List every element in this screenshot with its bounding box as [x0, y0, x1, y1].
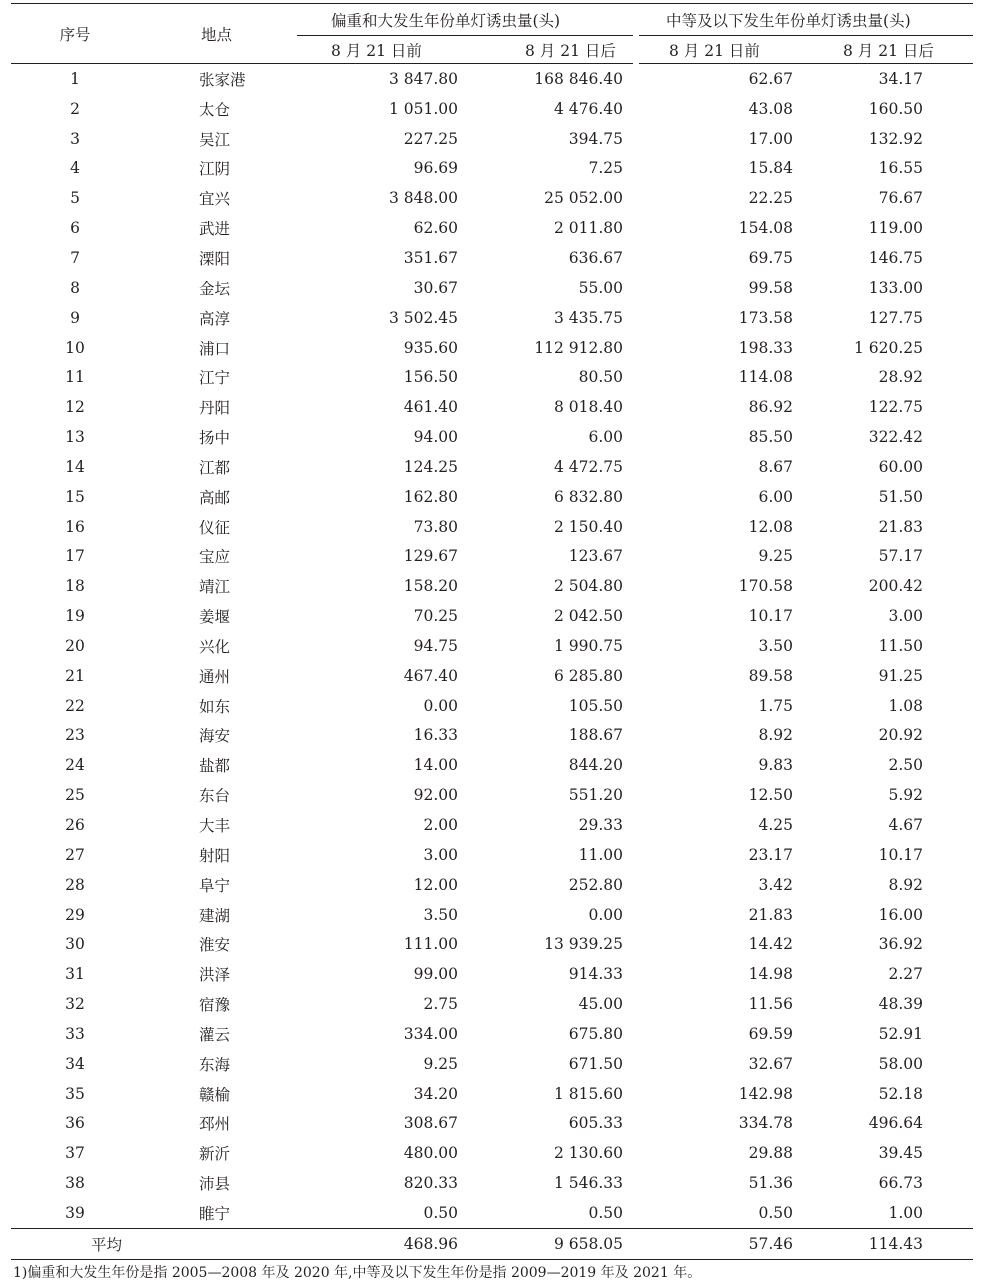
table-row [11, 1049, 973, 1079]
cell-index: 24 [65, 756, 85, 775]
cell-severe-before: 9.25 [423, 1054, 458, 1073]
cell-moderate-after: 146.75 [868, 248, 924, 267]
cell-moderate-before: 198.33 [738, 338, 794, 357]
cell-moderate-before: 3.42 [758, 875, 794, 894]
cell-severe-after: 551.20 [568, 786, 624, 805]
cell-severe-after: 3 435.75 [553, 308, 624, 327]
cell-severe-after: 2 504.80 [553, 577, 624, 596]
header-group-severe-label: 偏重和大发生年份单灯诱虫量(头) [331, 11, 561, 30]
cell-index: 7 [70, 248, 80, 267]
cell-moderate-after: 4.67 [888, 816, 924, 835]
cell-moderate-before: 9.83 [758, 756, 794, 775]
cell-severe-before: 467.40 [403, 666, 458, 685]
cell-severe-before: 3.00 [423, 845, 458, 864]
cell-severe-before: 14.00 [413, 756, 458, 775]
cell-severe-before: 480.00 [403, 1144, 458, 1163]
cell-severe-before: 3 848.00 [388, 189, 458, 208]
average-row [11, 1228, 973, 1259]
cell-moderate-after: 119.00 [868, 219, 924, 238]
table-row [11, 1168, 973, 1198]
cell-index: 33 [65, 1024, 85, 1043]
cell-moderate-before: 69.75 [748, 248, 794, 267]
cell-moderate-after: 5.92 [888, 786, 924, 805]
table-row [11, 929, 973, 959]
cell-moderate-after: 1 620.25 [854, 338, 924, 357]
cell-severe-after: 675.80 [568, 1024, 624, 1043]
table-row [11, 392, 973, 422]
cell-severe-before: 111.00 [403, 935, 458, 954]
cell-severe-before: 94.75 [413, 636, 458, 655]
cell-moderate-before: 173.58 [738, 308, 794, 327]
cell-moderate-after: 8.92 [888, 875, 924, 894]
table-row [11, 422, 973, 452]
cell-moderate-before: 11.56 [748, 995, 794, 1014]
cell-moderate-after: 322.42 [868, 428, 924, 447]
cell-location: 吴江 [199, 130, 231, 149]
cell-index: 4 [70, 159, 80, 178]
cell-moderate-before: 334.78 [738, 1114, 794, 1133]
header-index: 序号 [11, 4, 139, 64]
cell-severe-after: 112 912.80 [534, 338, 624, 357]
cell-index: 20 [65, 636, 85, 655]
cell-severe-before: 92.00 [413, 786, 458, 805]
cell-severe-before: 73.80 [413, 517, 458, 536]
cell-location: 江宁 [199, 369, 231, 388]
cell-severe-before: 0.50 [423, 1203, 458, 1222]
cell-index: 21 [65, 666, 85, 685]
cell-location: 如东 [199, 697, 231, 716]
table-row [11, 780, 973, 810]
cell-index: 9 [70, 308, 80, 327]
cell-moderate-before: 89.58 [748, 666, 794, 685]
table-row [11, 1109, 973, 1139]
cell-index: 25 [65, 786, 85, 805]
cell-location: 姜堰 [199, 608, 231, 627]
table-row [11, 1198, 973, 1228]
cell-severe-before: 16.33 [413, 726, 458, 745]
cell-location: 江都 [199, 458, 231, 477]
cell-moderate-after: 3.00 [888, 607, 924, 626]
cell-moderate-after: 58.00 [878, 1054, 924, 1073]
cell-location: 靖江 [199, 578, 231, 597]
cell-severe-before: 3.50 [423, 905, 458, 924]
cell-index: 28 [65, 875, 85, 894]
cell-severe-after: 4 476.40 [553, 99, 624, 118]
cell-moderate-after: 91.25 [878, 666, 924, 685]
cell-severe-after: 914.33 [568, 965, 624, 984]
cell-severe-after: 29.33 [578, 816, 624, 835]
cell-severe-before: 124.25 [403, 457, 458, 476]
cell-moderate-before: 22.25 [748, 189, 794, 208]
cell-location: 高邮 [199, 488, 231, 507]
cell-severe-after: 2 130.60 [553, 1144, 624, 1163]
cell-moderate-after: 21.83 [878, 517, 924, 536]
cell-moderate-after: 2.50 [888, 756, 924, 775]
cell-index: 34 [65, 1054, 85, 1073]
cell-severe-after: 6 832.80 [553, 487, 624, 506]
cell-moderate-after: 48.39 [878, 995, 924, 1014]
cell-severe-after: 45.00 [578, 995, 624, 1014]
cell-index: 30 [65, 935, 85, 954]
cell-severe-after: 8 018.40 [553, 398, 624, 417]
cell-moderate-before: 29.88 [748, 1144, 794, 1163]
cell-location: 盐都 [199, 757, 231, 776]
cell-index: 12 [65, 398, 85, 417]
table-row [11, 571, 973, 601]
table-row [11, 482, 973, 512]
average-severe-after: 9 658.05 [466, 1228, 636, 1259]
cell-location: 宜兴 [199, 190, 231, 209]
cell-moderate-after: 20.92 [878, 726, 924, 745]
table-row [11, 631, 973, 661]
cell-moderate-before: 8.67 [758, 457, 794, 476]
table-row [11, 243, 973, 273]
table-row [11, 959, 973, 989]
cell-moderate-after: 127.75 [868, 308, 924, 327]
cell-index: 13 [65, 428, 85, 447]
table-row [11, 213, 973, 243]
cell-moderate-before: 170.58 [738, 577, 794, 596]
cell-location: 高淳 [199, 309, 231, 328]
cell-severe-after: 671.50 [568, 1054, 624, 1073]
cell-location: 赣榆 [199, 1085, 231, 1104]
cell-moderate-after: 66.73 [878, 1174, 924, 1193]
cell-severe-before: 96.69 [413, 159, 458, 178]
table-row [11, 721, 973, 751]
cell-severe-before: 2.00 [423, 816, 458, 835]
cell-severe-after: 11.00 [578, 845, 624, 864]
cell-moderate-before: 3.50 [758, 636, 794, 655]
cell-index: 5 [70, 189, 80, 208]
cell-moderate-after: 200.42 [868, 577, 924, 596]
cell-severe-after: 168 846.40 [534, 69, 624, 88]
cell-moderate-before: 6.00 [758, 487, 794, 506]
header-severe-after: 8 月 21 日后 [466, 36, 636, 64]
table-row [11, 64, 973, 94]
cell-location: 灌云 [199, 1025, 231, 1044]
cell-moderate-before: 69.59 [748, 1024, 794, 1043]
table-row [11, 333, 973, 363]
cell-index: 29 [65, 905, 85, 924]
cell-moderate-after: 57.17 [878, 547, 924, 566]
cell-severe-before: 99.00 [413, 965, 458, 984]
cell-index: 35 [65, 1084, 85, 1103]
header-group-moderate [636, 4, 973, 36]
cell-moderate-after: 122.75 [868, 398, 924, 417]
cell-severe-before: 94.00 [413, 428, 458, 447]
cell-severe-after: 7.25 [588, 159, 624, 178]
cell-moderate-before: 0.50 [758, 1203, 794, 1222]
cell-location: 张家港 [199, 70, 246, 89]
cell-moderate-before: 17.00 [748, 129, 794, 148]
cell-index: 1 [70, 69, 80, 88]
cell-moderate-after: 496.64 [868, 1114, 924, 1133]
table-row [11, 691, 973, 721]
header-severe-before: 8 月 21 日前 [297, 36, 466, 64]
average-severe-before: 468.96 [297, 1228, 466, 1259]
cell-index: 23 [65, 726, 85, 745]
cell-severe-before: 12.00 [413, 875, 458, 894]
cell-index: 18 [65, 577, 85, 596]
cell-moderate-before: 9.25 [758, 547, 794, 566]
cell-index: 38 [65, 1174, 85, 1193]
cell-severe-before: 820.33 [403, 1174, 458, 1193]
cell-location: 浦口 [199, 339, 231, 358]
cell-severe-before: 935.60 [403, 338, 458, 357]
cell-moderate-after: 36.92 [878, 935, 924, 954]
table-row [11, 273, 973, 303]
cell-severe-after: 636.67 [568, 248, 624, 267]
cell-index: 16 [65, 517, 85, 536]
cell-severe-before: 3 847.80 [388, 69, 458, 88]
header-moderate-after: 8 月 21 日后 [803, 36, 973, 64]
cell-severe-after: 6.00 [588, 428, 624, 447]
cell-moderate-after: 1.00 [888, 1203, 924, 1222]
cell-location: 武进 [199, 220, 231, 239]
cell-location: 新沂 [199, 1145, 231, 1164]
cell-moderate-before: 142.98 [738, 1084, 794, 1103]
cell-index: 39 [65, 1203, 85, 1222]
table-row [11, 94, 973, 124]
header-moderate-before: 8 月 21 日前 [636, 36, 803, 64]
cell-severe-after: 0.50 [588, 1203, 624, 1222]
table-row [11, 124, 973, 154]
cell-severe-before: 62.60 [413, 219, 458, 238]
cell-location: 建湖 [199, 906, 231, 925]
cell-location: 射阳 [199, 846, 231, 865]
cell-location: 大丰 [199, 817, 231, 836]
cell-severe-before: 227.25 [403, 129, 458, 148]
cell-moderate-after: 28.92 [878, 368, 924, 387]
cell-moderate-after: 76.67 [878, 189, 924, 208]
cell-location: 东台 [199, 787, 231, 806]
average-moderate-after: 114.43 [803, 1228, 973, 1259]
cell-location: 通州 [199, 667, 231, 686]
table-row [11, 989, 973, 1019]
table-row [11, 810, 973, 840]
cell-moderate-after: 16.55 [878, 159, 924, 178]
header-group-severe [297, 4, 636, 36]
cell-moderate-after: 52.91 [878, 1024, 924, 1043]
cell-severe-after: 105.50 [568, 696, 624, 715]
cell-location: 宿豫 [199, 996, 231, 1015]
cell-index: 19 [65, 607, 85, 626]
cell-severe-before: 34.20 [413, 1084, 458, 1103]
cell-location: 兴化 [199, 637, 231, 656]
cell-moderate-after: 160.50 [868, 99, 924, 118]
cell-moderate-after: 34.17 [878, 69, 924, 88]
table-row [11, 512, 973, 542]
cell-moderate-after: 16.00 [878, 905, 924, 924]
cell-moderate-after: 52.18 [878, 1084, 924, 1103]
light-trap-table [11, 3, 973, 1260]
cell-moderate-before: 12.50 [748, 786, 794, 805]
table-row [11, 1079, 973, 1109]
cell-severe-after: 13 939.25 [544, 935, 624, 954]
cell-index: 26 [65, 816, 85, 835]
cell-index: 6 [70, 219, 80, 238]
table-row [11, 840, 973, 870]
cell-location: 丹阳 [199, 399, 231, 418]
cell-moderate-after: 11.50 [878, 636, 924, 655]
cell-location: 东海 [199, 1055, 231, 1074]
cell-moderate-before: 114.08 [738, 368, 794, 387]
cell-location: 扬中 [199, 429, 231, 448]
cell-moderate-before: 99.58 [748, 278, 794, 297]
cell-location: 睢宁 [199, 1204, 231, 1223]
cell-location: 仪征 [199, 518, 231, 537]
cell-severe-after: 2 042.50 [553, 607, 624, 626]
table-row [11, 183, 973, 213]
cell-index: 31 [65, 965, 85, 984]
table-row [11, 870, 973, 900]
cell-severe-after: 25 052.00 [544, 189, 624, 208]
table-row [11, 750, 973, 780]
cell-moderate-before: 43.08 [748, 99, 794, 118]
cell-moderate-before: 86.92 [748, 398, 794, 417]
cell-moderate-after: 1.08 [888, 696, 924, 715]
cell-moderate-before: 14.98 [748, 965, 794, 984]
table-row [11, 601, 973, 631]
cell-moderate-after: 10.17 [878, 845, 924, 864]
cell-severe-after: 394.75 [568, 129, 624, 148]
cell-location: 洪泽 [199, 966, 231, 985]
cell-severe-before: 162.80 [403, 487, 458, 506]
cell-index: 10 [65, 338, 85, 357]
cell-moderate-before: 51.36 [748, 1174, 794, 1193]
cell-location: 淮安 [199, 936, 231, 955]
cell-severe-before: 3 502.45 [388, 308, 458, 327]
cell-moderate-before: 85.50 [748, 428, 794, 447]
cell-moderate-before: 32.67 [748, 1054, 794, 1073]
cell-index: 37 [65, 1144, 85, 1163]
cell-moderate-after: 132.92 [868, 129, 924, 148]
table-row [11, 661, 973, 691]
cell-severe-before: 351.67 [403, 248, 458, 267]
cell-moderate-before: 23.17 [748, 845, 794, 864]
table-row [11, 542, 973, 572]
cell-index: 15 [65, 487, 85, 506]
cell-moderate-after: 133.00 [868, 278, 924, 297]
cell-moderate-before: 8.92 [758, 726, 794, 745]
cell-index: 22 [65, 696, 85, 715]
cell-severe-after: 4 472.75 [553, 457, 624, 476]
cell-severe-before: 158.20 [403, 577, 458, 596]
cell-index: 8 [70, 278, 80, 297]
cell-severe-before: 308.67 [403, 1114, 458, 1133]
cell-severe-before: 461.40 [403, 398, 458, 417]
table-body [11, 64, 973, 1229]
cell-location: 沛县 [199, 1175, 231, 1194]
cell-index: 3 [70, 129, 80, 148]
cell-severe-after: 55.00 [578, 278, 624, 297]
cell-moderate-after: 51.50 [878, 487, 924, 506]
cell-severe-after: 2 011.80 [553, 219, 624, 238]
cell-moderate-after: 2.27 [888, 965, 924, 984]
header-group-moderate-label: 中等及以下发生年份单灯诱虫量(头) [666, 11, 911, 30]
cell-severe-after: 188.67 [568, 726, 624, 745]
cell-moderate-before: 12.08 [748, 517, 794, 536]
cell-moderate-before: 15.84 [748, 159, 794, 178]
cell-severe-after: 80.50 [578, 368, 624, 387]
cell-severe-before: 30.67 [413, 278, 458, 297]
table-row [11, 1138, 973, 1168]
cell-location: 金坛 [199, 279, 231, 298]
cell-location: 江阴 [199, 160, 231, 179]
cell-moderate-before: 62.67 [748, 69, 794, 88]
cell-moderate-before: 14.42 [748, 935, 794, 954]
average-moderate-before: 57.46 [636, 1228, 803, 1259]
cell-index: 14 [65, 457, 85, 476]
cell-severe-before: 334.00 [403, 1024, 458, 1043]
cell-moderate-before: 1.75 [758, 696, 794, 715]
cell-index: 2 [70, 99, 80, 118]
table-row [11, 362, 973, 392]
cell-location: 太仓 [199, 100, 231, 119]
cell-severe-after: 1 815.60 [553, 1084, 624, 1103]
cell-severe-before: 2.75 [423, 995, 458, 1014]
cell-severe-before: 0.00 [423, 696, 458, 715]
cell-severe-before: 156.50 [403, 368, 458, 387]
cell-index: 36 [65, 1114, 85, 1133]
table-row [11, 1019, 973, 1049]
cell-severe-before: 1 051.00 [388, 99, 458, 118]
cell-severe-after: 2 150.40 [553, 517, 624, 536]
cell-severe-after: 605.33 [568, 1114, 624, 1133]
cell-location: 海安 [199, 727, 231, 746]
table-row [11, 900, 973, 930]
cell-moderate-before: 21.83 [748, 905, 794, 924]
cell-location: 宝应 [199, 548, 231, 567]
cell-severe-after: 0.00 [588, 905, 624, 924]
table-row [11, 452, 973, 482]
cell-moderate-after: 39.45 [878, 1144, 924, 1163]
cell-severe-after: 6 285.80 [553, 666, 624, 685]
cell-moderate-before: 10.17 [748, 607, 794, 626]
cell-location: 邳州 [199, 1115, 231, 1134]
cell-severe-after: 123.67 [568, 547, 624, 566]
table-row [11, 154, 973, 184]
header-location: 地点 [139, 4, 297, 64]
cell-severe-after: 252.80 [568, 875, 624, 894]
cell-location: 溧阳 [199, 249, 231, 268]
cell-index: 32 [65, 995, 85, 1014]
cell-index: 17 [65, 547, 85, 566]
cell-index: 11 [65, 368, 85, 387]
cell-severe-after: 1 546.33 [553, 1174, 624, 1193]
cell-moderate-before: 154.08 [738, 219, 794, 238]
table-row [11, 303, 973, 333]
footnote: 1)偏重和大发生年份是指 2005—2008 年及 2020 年,中等及以下发生年份是指 2009—2019 年及 2021 年。 [13, 1265, 702, 1281]
cell-severe-after: 844.20 [568, 756, 624, 775]
cell-moderate-after: 60.00 [878, 457, 924, 476]
cell-severe-before: 129.67 [403, 547, 458, 566]
cell-severe-before: 70.25 [413, 607, 458, 626]
cell-severe-after: 1 990.75 [553, 636, 624, 655]
average-label: 平均 [11, 1228, 297, 1259]
cell-location: 阜宁 [199, 876, 231, 895]
cell-moderate-before: 4.25 [758, 816, 794, 835]
cell-index: 27 [65, 845, 85, 864]
